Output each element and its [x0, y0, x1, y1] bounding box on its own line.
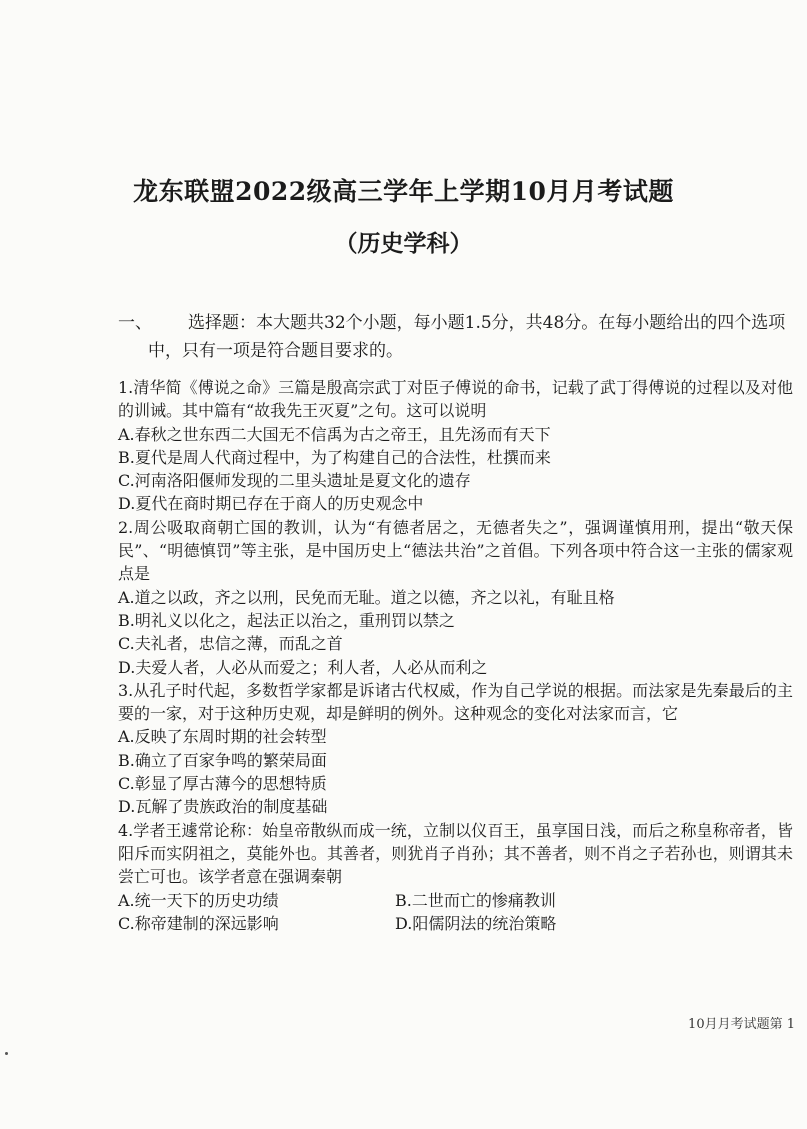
- option-a: A.道之以政，齐之以刑，民免而无耻。道之以德，齐之以礼，有耻且格: [118, 587, 615, 607]
- scan-speck: [5, 1052, 8, 1055]
- option-d: D.夫爱人者，人必从而爱之；利人者，人必从而利之: [118, 657, 488, 677]
- page-number: 10月月考试题第 1: [688, 1017, 795, 1032]
- option-d: D.夏代在商时期已存在于商人的历史观念中: [118, 494, 424, 514]
- option-b: B.二世而亡的惨痛教训: [395, 890, 556, 910]
- question-list: [118, 376, 793, 935]
- option-c: C.称帝建制的深远影响: [118, 913, 279, 933]
- question-stem: 2.周公吸取商朝亡国的教训，认为“有德者居之，无德者失之”，强调谨慎用刑，提出“敬天保民”、“明德慎罚”等主张，是中国历史上“德法共治”之首倡。下列各项中符合这一主张的儒家观点是: [118, 517, 793, 584]
- question-stem: 3.从孔子时代起，多数哲学家都是诉诸古代权威，作为自己学说的根据。而法家是先秦最后的主要的一家，对于这种历史观，却是鲜明的例外。这种观念的变化对法家而言，它: [118, 680, 793, 724]
- section-number: 一、: [118, 313, 152, 333]
- exam-subject: （历史学科）: [334, 230, 473, 257]
- question-2: [118, 516, 793, 679]
- option-c: C.夫礼者，忠信之薄，而乱之首: [118, 634, 343, 654]
- question-stem: 1.清华简《傅说之命》三篇是殷高宗武丁对臣子傅说的命书，记载了武丁得傅说的过程以及对他的训诫。其中篇有“故我先王灭夏”之句。这可以说明: [118, 378, 793, 421]
- question-3: [118, 679, 793, 819]
- section-heading: [118, 309, 793, 365]
- option-row: [118, 889, 793, 912]
- exam-title: 龙东联盟2022级高三学年上学期10月月考试题: [133, 177, 674, 206]
- option-a: A.春秋之世东西二大国无不信禹为古之帝王，且先汤而有天下: [118, 424, 551, 444]
- section-instructions: 选择题：本大题共32个小题，每小题1.5分，共48分。在每小题给出的四个选项中，只有一项是符合题目要求的。: [148, 313, 786, 361]
- option-b: B.确立了百家争鸣的繁荣局面: [118, 750, 327, 770]
- option-d: D.阳儒阴法的统治策略: [395, 913, 557, 933]
- option-a: A.统一天下的历史功绩: [118, 890, 279, 910]
- option-a: A.反映了东周时期的社会转型: [118, 727, 327, 747]
- option-c: C.河南洛阳偃师发现的二里头遗址是夏文化的遗存: [118, 471, 471, 491]
- question-stem: 4.学者王遽常论称：始皇帝散纵而成一统，立制以仪百王，虽享国日浅，而后之称皇称帝者，皆阳斥而实阴祖之，莫能外也。其善者，则犹肖子肖孙；其不善者，则不肖之子若孙也，则谓其未尝亡可也。该学者意在强调秦朝: [118, 820, 793, 887]
- option-b: B.夏代是周人代商过程中，为了构建自己的合法性，杜撰而来: [118, 447, 551, 467]
- option-d: D.瓦解了贵族政治的制度基础: [118, 797, 328, 817]
- question-1: [118, 376, 793, 516]
- option-c: C.彰显了厚古薄今的思想特质: [118, 774, 327, 794]
- question-4: [118, 819, 793, 935]
- option-row: [118, 912, 793, 935]
- option-b: B.明礼义以化之，起法正以治之，重刑罚以禁之: [118, 610, 455, 630]
